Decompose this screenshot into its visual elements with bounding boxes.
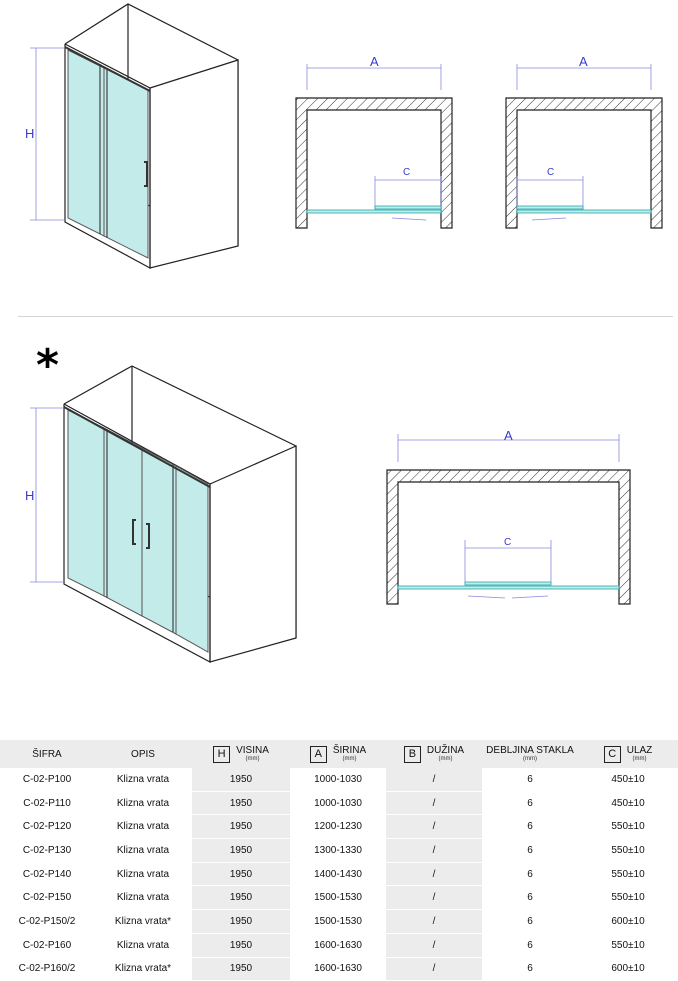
table-body — [0, 768, 678, 981]
opis-cell: Klizna vrata — [94, 933, 192, 957]
width-label-plan2: A — [579, 54, 588, 69]
b-box-icon: B — [404, 746, 421, 763]
table-row — [0, 815, 678, 839]
opis-cell: Klizna vrata — [94, 768, 192, 791]
ulaz-cell: 550±10 — [578, 839, 678, 863]
visina-cell: 1950 — [192, 886, 290, 910]
height-label-top: H — [25, 126, 35, 141]
visina-cell: 1950 — [192, 957, 290, 981]
duzina-cell: / — [386, 768, 482, 791]
visina-cell: 1950 — [192, 791, 290, 815]
width-label-plan3: A — [504, 428, 513, 443]
table-row — [0, 957, 678, 981]
sifra-cell: C-02-P150 — [0, 886, 94, 910]
debljina-cell: 6 — [482, 933, 578, 957]
visina-cell: 1950 — [192, 933, 290, 957]
table-row — [0, 886, 678, 910]
specification-table — [0, 740, 678, 981]
entry-label-plan2: C — [547, 167, 555, 178]
ulaz-cell: 600±10 — [578, 957, 678, 981]
debljina-cell: 6 — [482, 768, 578, 791]
ulaz-cell: 450±10 — [578, 791, 678, 815]
debljina-cell: 6 — [482, 815, 578, 839]
plan-view-2 — [506, 64, 662, 228]
duzina-cell: / — [386, 815, 482, 839]
entry-label-plan1: C — [403, 167, 411, 178]
sirina-cell: 1000-1030 — [290, 768, 386, 791]
header-debljina: DEBLJINA STAKLA (mm) — [482, 740, 578, 768]
height-dimension-top — [30, 48, 64, 220]
sifra-cell: C-02-P140 — [0, 862, 94, 886]
sirina-cell: 1500-1530 — [290, 886, 386, 910]
table-row — [0, 933, 678, 957]
opis-cell: Klizna vrata* — [94, 957, 192, 981]
table-row — [0, 768, 678, 791]
opis-cell: Klizna vrata — [94, 791, 192, 815]
sirina-cell: 1600-1630 — [290, 957, 386, 981]
asterisk-marker: * — [36, 340, 60, 391]
visina-cell: 1950 — [192, 910, 290, 934]
height-dimension-bottom — [30, 408, 64, 582]
duzina-cell: / — [386, 933, 482, 957]
header-duzina: B DUŽINA (mm) — [386, 740, 482, 768]
height-label-bottom: H — [25, 488, 35, 503]
width-label-plan1: A — [370, 54, 379, 69]
ulaz-cell: 550±10 — [578, 886, 678, 910]
header-sirina: A ŠIRINA (mm) — [290, 740, 386, 768]
debljina-cell: 6 — [482, 910, 578, 934]
visina-cell: 1950 — [192, 862, 290, 886]
table-row — [0, 862, 678, 886]
opis-cell: Klizna vrata — [94, 815, 192, 839]
opis-cell: Klizna vrata — [94, 839, 192, 863]
ulaz-cell: 450±10 — [578, 768, 678, 791]
sirina-cell: 1200-1230 — [290, 815, 386, 839]
debljina-cell: 6 — [482, 886, 578, 910]
opis-cell: Klizna vrata* — [94, 910, 192, 934]
sifra-cell: C-02-P110 — [0, 791, 94, 815]
table-row — [0, 839, 678, 863]
h-box-icon: H — [213, 746, 230, 763]
debljina-cell: 6 — [482, 839, 578, 863]
duzina-cell: / — [386, 957, 482, 981]
debljina-cell: 6 — [482, 957, 578, 981]
entry-label-plan3: C — [504, 537, 512, 548]
sifra-cell: C-02-P160 — [0, 933, 94, 957]
debljina-cell: 6 — [482, 791, 578, 815]
ulaz-cell: 550±10 — [578, 933, 678, 957]
a-box-icon: A — [310, 746, 327, 763]
plan-view-1 — [296, 64, 452, 228]
debljina-cell: 6 — [482, 862, 578, 886]
enclosure-3d-top — [65, 4, 238, 268]
ulaz-cell: 600±10 — [578, 910, 678, 934]
header-visina: H VISINA (mm) — [192, 740, 290, 768]
table-row — [0, 910, 678, 934]
sifra-cell: C-02-P150/2 — [0, 910, 94, 934]
sifra-cell: C-02-P130 — [0, 839, 94, 863]
header-sifra: ŠIFRA — [0, 740, 94, 768]
table-row — [0, 791, 678, 815]
enclosure-3d-bottom — [64, 366, 296, 662]
header-ulaz: C ULAZ (mm) — [578, 740, 678, 768]
sirina-cell: 1400-1430 — [290, 862, 386, 886]
duzina-cell: / — [386, 839, 482, 863]
opis-cell: Klizna vrata — [94, 886, 192, 910]
c-box-icon: C — [604, 746, 621, 763]
sirina-cell: 1600-1630 — [290, 933, 386, 957]
plan-view-3 — [387, 434, 630, 604]
sirina-cell: 1000-1030 — [290, 791, 386, 815]
duzina-cell: / — [386, 862, 482, 886]
visina-cell: 1950 — [192, 815, 290, 839]
header-opis: OPIS — [94, 740, 192, 768]
sifra-cell: C-02-P100 — [0, 768, 94, 791]
duzina-cell: / — [386, 910, 482, 934]
opis-cell: Klizna vrata — [94, 862, 192, 886]
table-header-row — [0, 740, 678, 768]
visina-cell: 1950 — [192, 839, 290, 863]
duzina-cell: / — [386, 791, 482, 815]
sifra-cell: C-02-P120 — [0, 815, 94, 839]
duzina-cell: / — [386, 886, 482, 910]
ulaz-cell: 550±10 — [578, 862, 678, 886]
section-divider — [18, 316, 673, 317]
ulaz-cell: 550±10 — [578, 815, 678, 839]
visina-cell: 1950 — [192, 768, 290, 791]
sirina-cell: 1300-1330 — [290, 839, 386, 863]
sirina-cell: 1500-1530 — [290, 910, 386, 934]
sifra-cell: C-02-P160/2 — [0, 957, 94, 981]
